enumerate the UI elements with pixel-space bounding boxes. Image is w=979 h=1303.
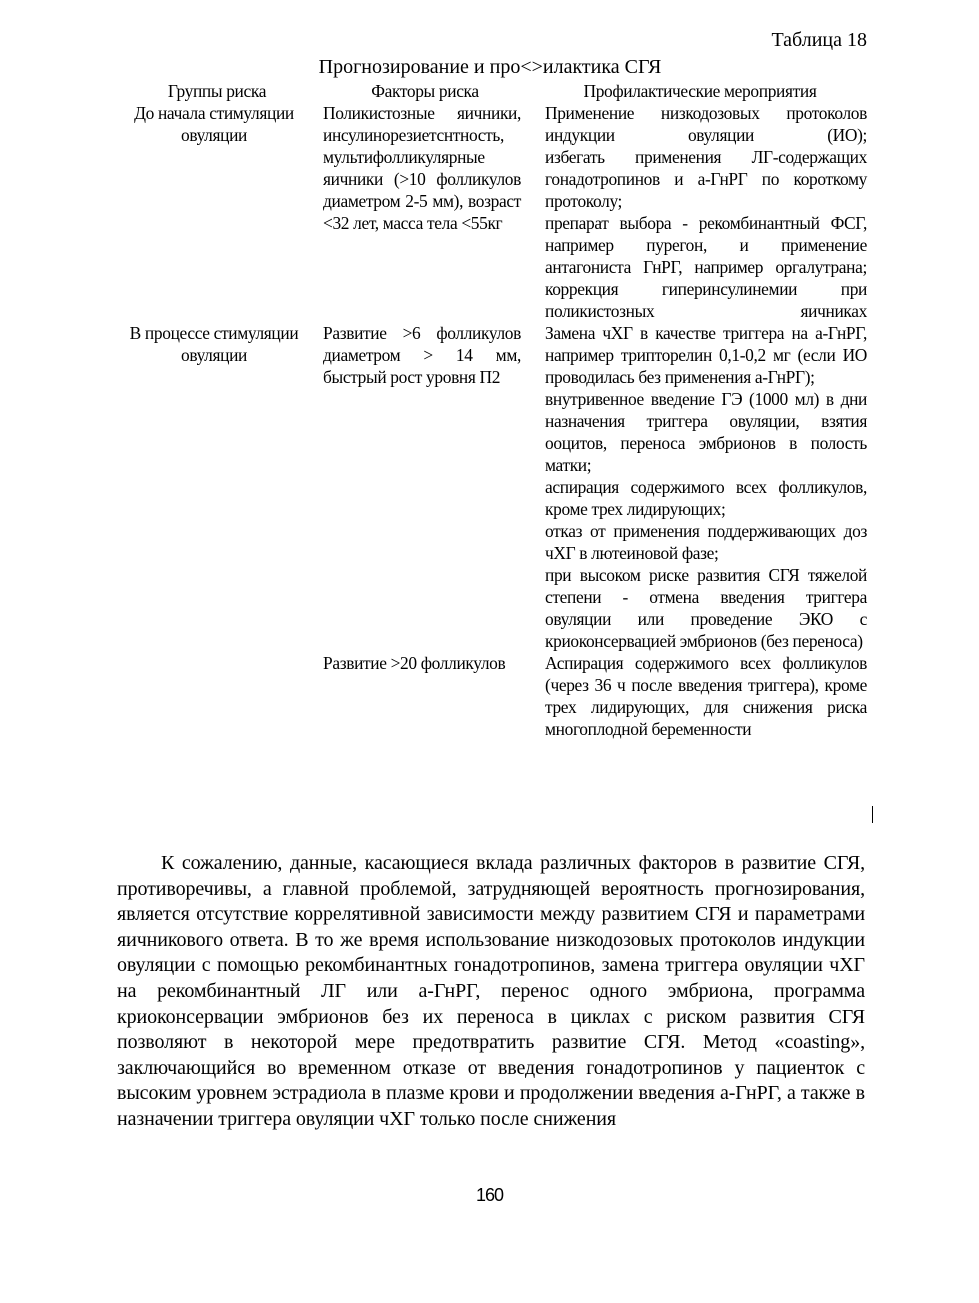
table-label: Таблица 18 (771, 29, 867, 51)
measure-item: Применение низкодозовых протоколов индукции овуляции (ИО); (545, 103, 867, 145)
table-header-row (117, 80, 867, 102)
body-paragraph: К сожалению, данные, касающиеся вклада различных факторов в развитие СГЯ, противоречивы, а главной проблемой, затрудняющей вероятность прогнозирования, является отсутствие коррелятивной зависимости между развитием СГЯ и параметрами яичникового ответа. В то же время использование низкодозовых протоколов индукции овуляции с помощью рекомбинантных гонадотропинов, замена триггера овуляции чХГ на рекомбинантный ЛГ или а-ГнРГ, перенос одного эмбриона, программа криоконсервации эмбрионов без их переноса в циклах с риском развития СГЯ позволяют в некоторой мере предотвратить развитие СГЯ. Метод «coasting», заключающийся во временном отказе от введения гонадотропинов у пациенток с высоким уровнем эстрадиола в плазме крови и продолжении введения а-ГнРГ, а также в назначении триггера овуляции чХГ только после снижения (117, 852, 865, 1130)
risk-group-cell: До начала стимуляции овуляции (134, 103, 294, 145)
measures-cell (533, 322, 867, 652)
risk-group-cell (117, 652, 317, 740)
header-measures: Профилактические мероприятия (583, 81, 817, 101)
measures-cell (533, 652, 867, 740)
risk-factors-cell: Развитие >6 фолликулов диаметром > 14 мм, быстрый рост уровня П2 (323, 323, 521, 387)
page-number: 160 (475, 1185, 504, 1205)
header-groups: Группы риска (167, 81, 267, 101)
measure-item: при высоком риске развития СГЯ тяжелой степени - отмена введения триггера овуляции или проведение ЭКО с криоконсервацией эмбрионов (без переноса) (545, 565, 867, 651)
risk-factors-cell: Поликистозные яичники, инсулинорезиетснтность, мультифолликулярные яичники (>10 фолликулов диаметром 2-5 мм), возраст <32 лет, масса тела <55кг (323, 103, 521, 233)
measure-item: аспирация содержимого всех фолликулов, кроме трех лидирующих; (545, 477, 867, 519)
measure-item: внутривенное введение ГЭ (1000 мл) в дни назначения триггера овуляции, взятия ооцитов, переноса эмбрионов в полость матки; (545, 389, 867, 475)
table-row (117, 102, 867, 322)
measure-item: отказ от применения поддерживающих доз чХГ в лютеиновой фазе; (545, 521, 867, 563)
measure-item: избегать применения ЛГ-содержащих гонадотропинов и а-ГнРГ по короткому протоколу; (545, 147, 867, 211)
header-factors: Факторы риска (371, 81, 479, 101)
risk-factors-cell: Развитие >20 фолликулов (323, 653, 506, 673)
table-row (117, 652, 867, 740)
measures-cell (533, 102, 867, 322)
measure-item: препарат выбора - рекомбинантный ФСГ, например пурегон, и применение антагониста ГнРГ, например оргалутрана; (545, 213, 867, 277)
text-cursor-mark (872, 806, 873, 823)
risk-table (117, 80, 867, 740)
measure-item: Аспирация содержимого всех фолликулов (через 36 ч после введения триггера), кроме трех лидирующих, для снижения риска многоплодной беременности (545, 653, 867, 739)
measure-item: коррекция гиперинсулинемии при поликистозных яичниках (545, 279, 867, 321)
measure-item: Замена чХГ в качестве триггера на а-ГнРГ, например трипторелин 0,1-0,2 мг (если ИО проводилась без применения а-ГнРГ); (545, 323, 867, 387)
table-row (117, 322, 867, 652)
risk-group-cell: В процессе стимуляции овуляции (129, 323, 299, 365)
table-title: Прогнозирование и про<>илактика СГЯ (318, 56, 662, 78)
